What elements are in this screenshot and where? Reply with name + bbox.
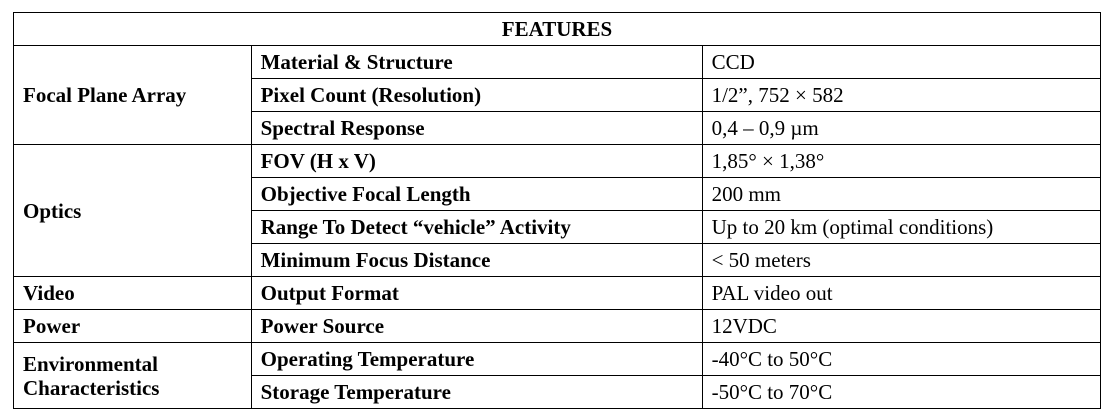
value-cell: 1/2”, 752 × 582 (702, 79, 1100, 112)
category-cell: Video (14, 277, 252, 310)
table-row (14, 277, 1101, 310)
category-cell: Environmental Characteristics (14, 343, 252, 409)
features-table (13, 12, 1101, 409)
parameter-cell: Range To Detect “vehicle” Activity (251, 211, 702, 244)
value-cell: Up to 20 km (optimal conditions) (702, 211, 1100, 244)
value-cell: CCD (702, 46, 1100, 79)
value-cell: 12VDC (702, 310, 1100, 343)
parameter-cell: Output Format (251, 277, 702, 310)
table-title: FEATURES (14, 13, 1101, 46)
parameter-cell: Spectral Response (251, 112, 702, 145)
value-cell: -40°C to 50°C (702, 343, 1100, 376)
table-row (14, 343, 1101, 376)
category-cell: Focal Plane Array (14, 46, 252, 145)
value-cell: < 50 meters (702, 244, 1100, 277)
value-cell: -50°C to 70°C (702, 376, 1100, 409)
parameter-cell: FOV (H x V) (251, 145, 702, 178)
parameter-cell: Objective Focal Length (251, 178, 702, 211)
category-cell: Optics (14, 145, 252, 277)
table-row (14, 310, 1101, 343)
parameter-cell: Operating Temperature (251, 343, 702, 376)
table-row (14, 145, 1101, 178)
value-cell: 0,4 – 0,9 µm (702, 112, 1100, 145)
parameter-cell: Minimum Focus Distance (251, 244, 702, 277)
value-cell: 200 mm (702, 178, 1100, 211)
table-title-row (14, 13, 1101, 46)
parameter-cell: Material & Structure (251, 46, 702, 79)
value-cell: PAL video out (702, 277, 1100, 310)
category-cell: Power (14, 310, 252, 343)
table-row (14, 46, 1101, 79)
parameter-cell: Pixel Count (Resolution) (251, 79, 702, 112)
parameter-cell: Power Source (251, 310, 702, 343)
value-cell: 1,85° × 1,38° (702, 145, 1100, 178)
parameter-cell: Storage Temperature (251, 376, 702, 409)
